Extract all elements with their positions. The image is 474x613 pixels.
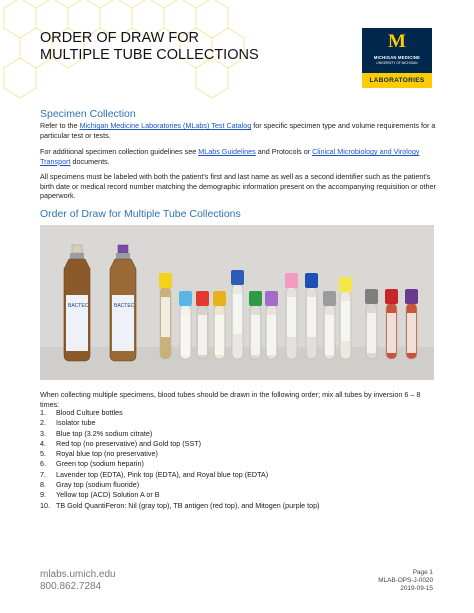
order-of-draw-list	[40, 408, 320, 511]
page-title-line-1: ORDER OF DRAW FOR	[40, 30, 199, 46]
test-catalog-link[interactable]: Michigan Medicine Laboratories (MLabs) Test Catalog	[79, 121, 252, 130]
list-item: 10. TB Gold QuantiFeron: Nil (gray top), TB antigen (red top), and Mitogen (purple top)	[40, 500, 320, 510]
footer-document-id: MLAB-OPS-J-0020	[378, 576, 433, 584]
tube-4	[213, 291, 226, 359]
p1-text-a: Refer to the	[40, 121, 80, 130]
p2-text-b: and Protocols or	[255, 147, 313, 156]
microbiology-transport-link[interactable]: Clinical Microbiology and Virology Transport	[40, 147, 420, 166]
tube-13	[385, 289, 398, 359]
mlabs-guidelines-link[interactable]: MLabs Guidelines	[198, 147, 256, 156]
list-item: 6. Green top (sodium heparin)	[40, 459, 144, 469]
tube-6	[249, 291, 262, 359]
list-item: 5. Royal blue top (no preservative)	[40, 449, 158, 459]
logo-name: MICHIGAN MEDICINE	[373, 55, 421, 60]
specimen-paragraph-1	[40, 121, 440, 140]
page-title	[40, 30, 259, 64]
order-of-draw-heading: Order of Draw for Multiple Tube Collections	[40, 208, 241, 220]
list-item: 9. Yellow top (ACD) Solution A or B	[40, 490, 160, 500]
p2-text-a: For additional specimen collection guidelines see	[40, 147, 199, 156]
tube-photo-illustration	[40, 225, 434, 380]
bottle-2-label: BACTEC	[114, 303, 135, 309]
tube-collection-photo	[40, 225, 434, 380]
list-item: 7. Lavender top (EDTA), Pink top (EDTA), and Royal blue top (EDTA)	[40, 469, 269, 479]
footer-phone: 800.862.7284	[40, 581, 102, 592]
logo-block-m: M	[388, 31, 406, 52]
footer-website[interactable]: mlabs.umich.edu	[40, 569, 116, 580]
tube-11	[339, 277, 352, 359]
blood-culture-bottle-1	[64, 245, 90, 361]
tube-1	[159, 273, 172, 359]
tube-9	[305, 273, 318, 359]
specimen-paragraph-2	[40, 147, 440, 166]
logo-subname: UNIVERSITY OF MICHIGAN	[376, 61, 418, 65]
p1-text-b: for specific specimen type and volume requirements for a particular test or tests.	[40, 121, 436, 140]
footer-page-number: Page 1	[412, 569, 433, 576]
footer-contact	[40, 569, 116, 593]
logo-banner: LABORATORIES	[362, 73, 432, 88]
michigan-medicine-laboratories-logo	[362, 28, 432, 88]
list-item: 3. Blue top (3.2% sodium citrate)	[40, 428, 153, 438]
list-item: 8. Gray top (sodium fluoride)	[40, 480, 140, 490]
tube-5	[231, 270, 244, 359]
bottle-1-label: BACTEC	[68, 303, 89, 309]
tube-14	[405, 289, 418, 359]
blood-culture-bottle-2	[110, 245, 136, 361]
tube-2	[179, 291, 192, 359]
tube-12	[365, 289, 378, 359]
list-item: 2. Isolator tube	[40, 418, 96, 428]
tube-7	[265, 291, 278, 359]
list-item: 4. Red top (no preservative) and Gold top (SST)	[40, 438, 202, 448]
footer-date: 2019-09-15	[400, 584, 433, 592]
specimen-collection-heading: Specimen Collection	[40, 108, 136, 120]
order-intro: When collecting multiple specimens, blood tubes should be drawn in the following order; mix all tubes by inversion 6 – 8 times:	[40, 390, 421, 409]
page-title-line-2: MULTIPLE TUBE COLLECTIONS	[40, 47, 259, 63]
tube-3	[196, 291, 209, 359]
specimen-paragraph-3: All specimens must be labeled with both the patient's first and last name as well as a second identifier such as the patient's birth date or medical record number matching the demographic information present on the accompanying requisition or other paperwork.	[40, 172, 436, 201]
tube-10	[323, 291, 336, 359]
list-item: 1. Blood Culture bottles	[40, 408, 123, 417]
p2-text-c: documents.	[70, 156, 110, 166]
tube-8	[285, 273, 298, 359]
footer-doc-info	[378, 569, 433, 592]
